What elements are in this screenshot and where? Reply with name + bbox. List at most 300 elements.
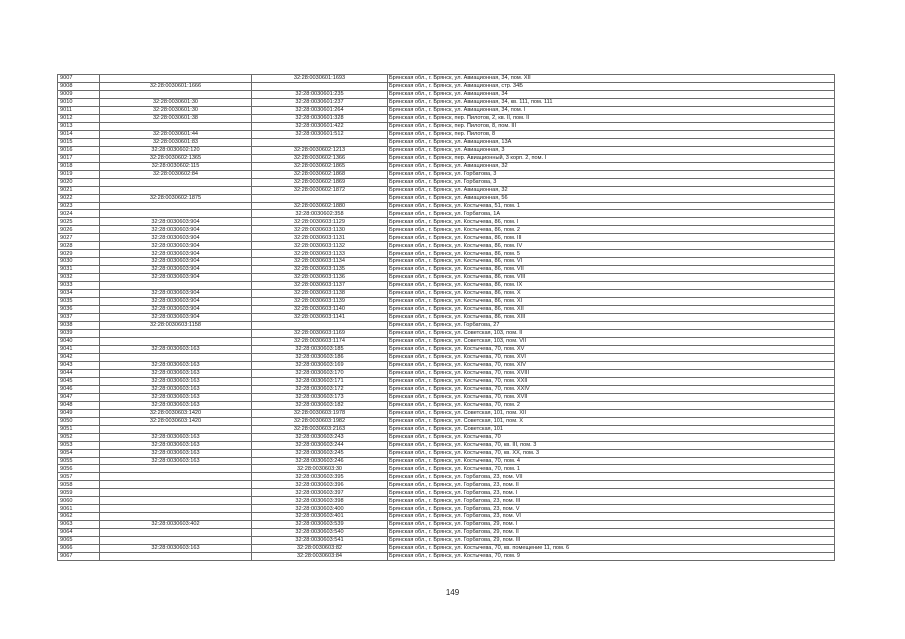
object-cadastral-number-cell: 32:28:0030601:235 — [252, 90, 388, 98]
row-number-cell: 9025 — [58, 218, 100, 226]
parcel-cadastral-number-cell — [100, 513, 252, 521]
row-number-cell: 9059 — [58, 489, 100, 497]
address-cell: Брянская обл., г. Брянск, ул. Авиационная, 32 — [388, 186, 835, 194]
address-cell: Брянская обл., г. Брянск, ул. Горбатова, 23, пом. III — [388, 497, 835, 505]
row-number-cell: 9066 — [58, 545, 100, 553]
parcel-cadastral-number-cell: 32:28:0030603:904 — [100, 250, 252, 258]
row-number-cell: 9055 — [58, 457, 100, 465]
parcel-cadastral-number-cell — [100, 353, 252, 361]
row-number-cell: 9049 — [58, 409, 100, 417]
object-cadastral-number-cell: 32:28:0030601:328 — [252, 114, 388, 122]
parcel-cadastral-number-cell: 32:28:0030603:904 — [100, 226, 252, 234]
address-cell: Брянская обл., г. Брянск, ул. Костычева, 86, пом. IX — [388, 282, 835, 290]
table-row — [58, 465, 835, 473]
address-cell: Брянская обл., г. Брянск, ул. Костычева, 86, пом. VI — [388, 258, 835, 266]
address-cell: Брянская обл., г. Брянск, ул. Горбатова, 29, пом. I — [388, 521, 835, 529]
object-cadastral-number-cell: 32:28:0030603:1132 — [252, 242, 388, 250]
parcel-cadastral-number-cell: 32:28:0030601:30 — [100, 106, 252, 114]
parcel-cadastral-number-cell — [100, 425, 252, 433]
parcel-cadastral-number-cell — [100, 537, 252, 545]
row-number-cell: 9035 — [58, 298, 100, 306]
object-cadastral-number-cell: 32:28:0030603:541 — [252, 537, 388, 545]
object-cadastral-number-cell: 32:28:0030603:84 — [252, 553, 388, 561]
object-cadastral-number-cell: 32:28:0030602:1869 — [252, 178, 388, 186]
object-cadastral-number-cell: 32:28:0030603:1129 — [252, 218, 388, 226]
address-cell: Брянская обл., г. Брянск, ул. Костычева, 70, пом. XVI — [388, 353, 835, 361]
table-row — [58, 505, 835, 513]
address-cell: Брянская обл., г. Брянск, ул. Костычева, 70, пом. XXII — [388, 377, 835, 385]
table-row — [58, 106, 835, 114]
parcel-cadastral-number-cell — [100, 505, 252, 513]
object-cadastral-number-cell: 32:28:0030603:396 — [252, 481, 388, 489]
address-cell: Брянская обл., г. Брянск, ул. Костычева, 86, пом. X — [388, 290, 835, 298]
table-body — [58, 75, 835, 561]
table-row — [58, 537, 835, 545]
table-row — [58, 242, 835, 250]
table-row — [58, 521, 835, 529]
row-number-cell: 9042 — [58, 353, 100, 361]
parcel-cadastral-number-cell — [100, 529, 252, 537]
object-cadastral-number-cell: 32:28:0030602:1865 — [252, 162, 388, 170]
parcel-cadastral-number-cell: 32:28:0030603:904 — [100, 274, 252, 282]
object-cadastral-number-cell: 32:28:0030603:1138 — [252, 290, 388, 298]
parcel-cadastral-number-cell: 32:28:0030601:83 — [100, 138, 252, 146]
address-cell: Брянская обл., г. Брянск, ул. Костычева, 70 — [388, 433, 835, 441]
row-number-cell: 9052 — [58, 433, 100, 441]
table-row — [58, 234, 835, 242]
address-cell: Брянская обл., г. Брянск, ул. Костычева, 86, пом. I — [388, 218, 835, 226]
parcel-cadastral-number-cell — [100, 178, 252, 186]
object-cadastral-number-cell: 32:28:0030603:1140 — [252, 306, 388, 314]
parcel-cadastral-number-cell — [100, 553, 252, 561]
table-row — [58, 369, 835, 377]
address-cell: Брянская обл., г. Брянск, ул. Костычева, 70, пом. XVII — [388, 393, 835, 401]
table-row — [58, 266, 835, 274]
address-cell: Брянская обл., г. Брянск, ул. Советская, 101 — [388, 425, 835, 433]
parcel-cadastral-number-cell: 32:28:0030603:904 — [100, 290, 252, 298]
object-cadastral-number-cell: 32:28:0030603:173 — [252, 393, 388, 401]
table-row — [58, 210, 835, 218]
object-cadastral-number-cell: 32:28:0030603:401 — [252, 513, 388, 521]
row-number-cell: 9060 — [58, 497, 100, 505]
row-number-cell: 9018 — [58, 162, 100, 170]
parcel-cadastral-number-cell — [100, 330, 252, 338]
address-cell: Брянская обл., г. Брянск, ул. Горбатова, 29, пом. II — [388, 529, 835, 537]
parcel-cadastral-number-cell: 32:28:0030603:904 — [100, 242, 252, 250]
parcel-cadastral-number-cell — [100, 122, 252, 130]
table-row — [58, 194, 835, 202]
object-cadastral-number-cell: 32:28:0030602:358 — [252, 210, 388, 218]
table-row — [58, 258, 835, 266]
object-cadastral-number-cell: 32:28:0030603:1139 — [252, 298, 388, 306]
table-row — [58, 417, 835, 425]
address-cell: Брянская обл., г. Брянск, ул. Советская, 101, пом. X — [388, 417, 835, 425]
object-cadastral-number-cell: 32:28:0030603:395 — [252, 473, 388, 481]
table-row — [58, 322, 835, 330]
address-cell: Брянская обл., г. Брянск, ул. Костычева, 70, пом. XVIII — [388, 369, 835, 377]
object-cadastral-number-cell: 32:28:0030602:1366 — [252, 154, 388, 162]
object-cadastral-number-cell: 32:28:0030603:1134 — [252, 258, 388, 266]
object-cadastral-number-cell: 32:28:0030603:400 — [252, 505, 388, 513]
address-cell: Брянская обл., г. Брянск, ул. Костычева, 70, кв. III, пом. 3 — [388, 441, 835, 449]
parcel-cadastral-number-cell — [100, 473, 252, 481]
parcel-cadastral-number-cell: 32:28:0030603:163 — [100, 401, 252, 409]
address-cell: Брянская обл., г. Брянск, ул. Авиационная, 13А — [388, 138, 835, 146]
parcel-cadastral-number-cell: 32:28:0030603:163 — [100, 385, 252, 393]
parcel-cadastral-number-cell: 32:28:0030603:1158 — [100, 322, 252, 330]
row-number-cell: 9022 — [58, 194, 100, 202]
row-number-cell: 9057 — [58, 473, 100, 481]
address-cell: Брянская обл., г. Брянск, ул. Костычева, 86, пом. XIII — [388, 314, 835, 322]
table-row — [58, 114, 835, 122]
row-number-cell: 9023 — [58, 202, 100, 210]
table-row — [58, 425, 835, 433]
parcel-cadastral-number-cell: 32:28:0030601:1666 — [100, 82, 252, 90]
parcel-cadastral-number-cell: 32:28:0030603:904 — [100, 234, 252, 242]
parcel-cadastral-number-cell — [100, 489, 252, 497]
object-cadastral-number-cell: 32:28:0030602:1880 — [252, 202, 388, 210]
parcel-cadastral-number-cell: 32:28:0030603:163 — [100, 361, 252, 369]
table-row — [58, 337, 835, 345]
table-row — [58, 154, 835, 162]
table-row — [58, 553, 835, 561]
object-cadastral-number-cell — [252, 82, 388, 90]
object-cadastral-number-cell: 32:28:0030601:237 — [252, 98, 388, 106]
object-cadastral-number-cell — [252, 194, 388, 202]
row-number-cell: 9013 — [58, 122, 100, 130]
object-cadastral-number-cell: 32:28:0030602:1868 — [252, 170, 388, 178]
table-row — [58, 186, 835, 194]
table-row — [58, 409, 835, 417]
row-number-cell: 9031 — [58, 266, 100, 274]
object-cadastral-number-cell: 32:28:0030603:171 — [252, 377, 388, 385]
row-number-cell: 9011 — [58, 106, 100, 114]
object-cadastral-number-cell: 32:28:0030601:422 — [252, 122, 388, 130]
parcel-cadastral-number-cell: 32:28:0030603:163 — [100, 369, 252, 377]
table-row — [58, 353, 835, 361]
row-number-cell: 9051 — [58, 425, 100, 433]
row-number-cell: 9027 — [58, 234, 100, 242]
object-cadastral-number-cell: 32:28:0030601:264 — [252, 106, 388, 114]
row-number-cell: 9016 — [58, 146, 100, 154]
parcel-cadastral-number-cell: 32:28:0030602:84 — [100, 170, 252, 178]
parcel-cadastral-number-cell: 32:28:0030603:163 — [100, 441, 252, 449]
table-row — [58, 529, 835, 537]
object-cadastral-number-cell: 32:28:0030603:1133 — [252, 250, 388, 258]
parcel-cadastral-number-cell: 32:28:0030603:163 — [100, 433, 252, 441]
address-cell: Брянская обл., г. Брянск, ул. Авиационная, 34, пом. I — [388, 106, 835, 114]
address-cell: Брянская обл., г. Брянск, ул. Костычева, 86, пом. 5 — [388, 250, 835, 258]
row-number-cell: 9012 — [58, 114, 100, 122]
table-row — [58, 298, 835, 306]
row-number-cell: 9034 — [58, 290, 100, 298]
row-number-cell: 9044 — [58, 369, 100, 377]
address-cell: Брянская обл., г. Брянск, ул. Авиационная, 34 — [388, 90, 835, 98]
table-row — [58, 489, 835, 497]
object-cadastral-number-cell: 32:28:0030603:169 — [252, 361, 388, 369]
row-number-cell: 9008 — [58, 82, 100, 90]
object-cadastral-number-cell: 32:28:0030603:1135 — [252, 266, 388, 274]
address-cell: Брянская обл., г. Брянск, ул. Костычева, 70, кв. помещение 11, пом. 6 — [388, 545, 835, 553]
address-cell: Брянская обл., г. Брянск, ул. Костычева, 70, пом. 4 — [388, 457, 835, 465]
table-row — [58, 138, 835, 146]
address-cell: Брянская обл., г. Брянск, ул. Горбатова, 23, пом. I — [388, 489, 835, 497]
parcel-cadastral-number-cell: 32:28:0030603:904 — [100, 298, 252, 306]
row-number-cell: 9050 — [58, 417, 100, 425]
address-cell: Брянская обл., г. Брянск, пер. Пилотов, 2, кв. II, пом. II — [388, 114, 835, 122]
object-cadastral-number-cell: 32:28:0030602:1872 — [252, 186, 388, 194]
address-cell: Брянская обл., г. Брянск, пер. Пилотов, 8 — [388, 130, 835, 138]
parcel-cadastral-number-cell: 32:28:0030603:163 — [100, 377, 252, 385]
address-cell: Брянская обл., г. Брянск, ул. Горбатова, 23, пом. V — [388, 505, 835, 513]
address-cell: Брянская обл., г. Брянск, ул. Горбатова, 23, пом. II — [388, 481, 835, 489]
address-cell: Брянская обл., г. Брянск, ул. Костычева, 70, пом. 2 — [388, 401, 835, 409]
address-cell: Брянская обл., г. Брянск, ул. Авиационная, стр. 34Б — [388, 82, 835, 90]
table-row — [58, 75, 835, 83]
parcel-cadastral-number-cell: 32:28:0030603:163 — [100, 393, 252, 401]
object-cadastral-number-cell: 32:28:0030603:172 — [252, 385, 388, 393]
parcel-cadastral-number-cell: 32:28:0030603:904 — [100, 314, 252, 322]
row-number-cell: 9007 — [58, 75, 100, 83]
address-cell: Брянская обл., г. Брянск, ул. Горбатова, 23, пом. VII — [388, 473, 835, 481]
parcel-cadastral-number-cell: 32:28:0030601:30 — [100, 98, 252, 106]
parcel-cadastral-number-cell: 32:28:0030603:402 — [100, 521, 252, 529]
table-row — [58, 545, 835, 553]
table-row — [58, 433, 835, 441]
address-cell: Брянская обл., г. Брянск, ул. Костычева, 70, пом. XV — [388, 345, 835, 353]
object-cadastral-number-cell: 32:28:0030603:540 — [252, 529, 388, 537]
object-cadastral-number-cell: 32:28:0030603:30 — [252, 465, 388, 473]
table-row — [58, 401, 835, 409]
row-number-cell: 9032 — [58, 274, 100, 282]
page-number: 149 — [445, 588, 460, 597]
address-cell: Брянская обл., г. Брянск, ул. Советская, 103, пом. VII — [388, 337, 835, 345]
row-number-cell: 9033 — [58, 282, 100, 290]
table-row — [58, 170, 835, 178]
row-number-cell: 9019 — [58, 170, 100, 178]
row-number-cell: 9041 — [58, 345, 100, 353]
row-number-cell: 9058 — [58, 481, 100, 489]
parcel-cadastral-number-cell — [100, 75, 252, 83]
object-cadastral-number-cell: 32:28:0030603:1169 — [252, 330, 388, 338]
parcel-cadastral-number-cell — [100, 481, 252, 489]
table-row — [58, 345, 835, 353]
object-cadastral-number-cell: 32:28:0030603:246 — [252, 457, 388, 465]
object-cadastral-number-cell: 32:28:0030603:244 — [252, 441, 388, 449]
object-cadastral-number-cell: 32:28:0030603:1978 — [252, 409, 388, 417]
row-number-cell: 9014 — [58, 130, 100, 138]
table-row — [58, 385, 835, 393]
object-cadastral-number-cell: 32:28:0030601:512 — [252, 130, 388, 138]
row-number-cell: 9037 — [58, 314, 100, 322]
object-cadastral-number-cell: 32:28:0030602:1213 — [252, 146, 388, 154]
parcel-cadastral-number-cell: 32:28:0030603:904 — [100, 266, 252, 274]
address-cell: Брянская обл., г. Брянск, ул. Горбатова, 23, пом. VI — [388, 513, 835, 521]
address-cell: Брянская обл., г. Брянск, ул. Костычева, 86, пом. III — [388, 234, 835, 242]
table-row — [58, 314, 835, 322]
address-cell: Брянская обл., г. Брянск, ул. Горбатова, 27 — [388, 322, 835, 330]
address-cell: Брянская обл., г. Брянск, ул. Авиационная, 34, кв. 111, пом. 111 — [388, 98, 835, 106]
table-row — [58, 449, 835, 457]
address-cell: Брянская обл., г. Брянск, ул. Костычева, 70, кв. XX, пом. 3 — [388, 449, 835, 457]
row-number-cell: 9061 — [58, 505, 100, 513]
parcel-cadastral-number-cell: 32:28:0030603:163 — [100, 345, 252, 353]
object-cadastral-number-cell — [252, 138, 388, 146]
object-cadastral-number-cell: 32:28:0030603:245 — [252, 449, 388, 457]
row-number-cell: 9062 — [58, 513, 100, 521]
address-cell: Брянская обл., г. Брянск, ул. Костычева, 86, пом. IV — [388, 242, 835, 250]
address-cell: Брянская обл., г. Брянск, ул. Костычева, 86, пом. XII — [388, 306, 835, 314]
address-cell: Брянская обл., г. Брянск, ул. Авиационная, 34, пом. XII — [388, 75, 835, 83]
address-cell: Брянская обл., г. Брянск, ул. Костычева, 86, пом. 2 — [388, 226, 835, 234]
table-row — [58, 306, 835, 314]
object-cadastral-number-cell: 32:28:0030603:539 — [252, 521, 388, 529]
table-row — [58, 82, 835, 90]
parcel-cadastral-number-cell — [100, 210, 252, 218]
registry-table — [57, 74, 835, 561]
address-cell: Брянская обл., г. Брянск, ул. Горбатова, 3 — [388, 170, 835, 178]
parcel-cadastral-number-cell — [100, 90, 252, 98]
table-row — [58, 90, 835, 98]
object-cadastral-number-cell: 32:28:0030603:82 — [252, 545, 388, 553]
table-row — [58, 473, 835, 481]
object-cadastral-number-cell: 32:28:0030603:1174 — [252, 337, 388, 345]
table-row — [58, 202, 835, 210]
row-number-cell: 9015 — [58, 138, 100, 146]
address-cell: Брянская обл., г. Брянск, ул. Костычева, 70, пом. 1 — [388, 465, 835, 473]
parcel-cadastral-number-cell: 32:28:0030602:1875 — [100, 194, 252, 202]
address-cell: Брянская обл., г. Брянск, ул. Костычева, 86, пом. VII — [388, 266, 835, 274]
address-cell: Брянская обл., г. Брянск, ул. Советская, 103, пом. II — [388, 330, 835, 338]
address-cell: Брянская обл., г. Брянск, ул. Горбатова, 3 — [388, 178, 835, 186]
parcel-cadastral-number-cell — [100, 282, 252, 290]
parcel-cadastral-number-cell: 32:28:0030602:1365 — [100, 154, 252, 162]
row-number-cell: 9054 — [58, 449, 100, 457]
row-number-cell: 9030 — [58, 258, 100, 266]
parcel-cadastral-number-cell — [100, 465, 252, 473]
parcel-cadastral-number-cell: 32:28:0030603:904 — [100, 258, 252, 266]
table-row — [58, 178, 835, 186]
table-row — [58, 330, 835, 338]
address-cell: Брянская обл., г. Брянск, пер. Авиационный, 3 корп. 2, пом. I — [388, 154, 835, 162]
address-cell: Брянская обл., г. Брянск, ул. Костычева, 70, пом. 9 — [388, 553, 835, 561]
address-cell: Брянская обл., г. Брянск, ул. Советская, 101, пом. XII — [388, 409, 835, 417]
parcel-cadastral-number-cell — [100, 202, 252, 210]
object-cadastral-number-cell: 32:28:0030603:185 — [252, 345, 388, 353]
row-number-cell: 9010 — [58, 98, 100, 106]
parcel-cadastral-number-cell — [100, 186, 252, 194]
row-number-cell: 9063 — [58, 521, 100, 529]
object-cadastral-number-cell: 32:28:0030603:1141 — [252, 314, 388, 322]
object-cadastral-number-cell: 32:28:0030603:398 — [252, 497, 388, 505]
parcel-cadastral-number-cell: 32:28:0030602:120 — [100, 146, 252, 154]
parcel-cadastral-number-cell: 32:28:0030603:904 — [100, 306, 252, 314]
table-row — [58, 122, 835, 130]
address-cell: Брянская обл., г. Брянск, ул. Костычева, 70, пом. XXIV — [388, 385, 835, 393]
object-cadastral-number-cell: 32:28:0030603:2163 — [252, 425, 388, 433]
row-number-cell: 9026 — [58, 226, 100, 234]
parcel-cadastral-number-cell: 32:28:0030601:38 — [100, 114, 252, 122]
table-row — [58, 250, 835, 258]
address-cell: Брянская обл., г. Брянск, ул. Горбатова, 1А — [388, 210, 835, 218]
parcel-cadastral-number-cell — [100, 497, 252, 505]
row-number-cell: 9065 — [58, 537, 100, 545]
object-cadastral-number-cell: 32:28:0030603:182 — [252, 401, 388, 409]
table-row — [58, 377, 835, 385]
table-row — [58, 98, 835, 106]
address-cell: Брянская обл., г. Брянск, ул. Авиационная, 3 — [388, 146, 835, 154]
table-row — [58, 481, 835, 489]
table-row — [58, 282, 835, 290]
table-row — [58, 497, 835, 505]
table-row — [58, 274, 835, 282]
address-cell: Брянская обл., г. Брянск, ул. Авиационная, 56 — [388, 194, 835, 202]
row-number-cell: 9067 — [58, 553, 100, 561]
row-number-cell: 9009 — [58, 90, 100, 98]
row-number-cell: 9029 — [58, 250, 100, 258]
table-row — [58, 290, 835, 298]
table-row — [58, 162, 835, 170]
parcel-cadastral-number-cell: 32:28:0030603:163 — [100, 545, 252, 553]
address-cell: Брянская обл., г. Брянск, ул. Горбатова, 29, пом. III — [388, 537, 835, 545]
object-cadastral-number-cell: 32:28:0030603:1136 — [252, 274, 388, 282]
row-number-cell: 9017 — [58, 154, 100, 162]
row-number-cell: 9046 — [58, 385, 100, 393]
row-number-cell: 9039 — [58, 330, 100, 338]
table-row — [58, 393, 835, 401]
object-cadastral-number-cell: 32:28:0030603:243 — [252, 433, 388, 441]
row-number-cell: 9036 — [58, 306, 100, 314]
row-number-cell: 9064 — [58, 529, 100, 537]
row-number-cell: 9038 — [58, 322, 100, 330]
parcel-cadastral-number-cell: 32:28:0030603:904 — [100, 218, 252, 226]
row-number-cell: 9056 — [58, 465, 100, 473]
row-number-cell: 9024 — [58, 210, 100, 218]
parcel-cadastral-number-cell: 32:28:0030602:115 — [100, 162, 252, 170]
parcel-cadastral-number-cell — [100, 337, 252, 345]
address-cell: Брянская обл., г. Брянск, ул. Костычева, 86, пом. VIII — [388, 274, 835, 282]
table-row — [58, 361, 835, 369]
table-row — [58, 130, 835, 138]
object-cadastral-number-cell: 32:28:0030603:1131 — [252, 234, 388, 242]
row-number-cell: 9020 — [58, 178, 100, 186]
row-number-cell: 9053 — [58, 441, 100, 449]
object-cadastral-number-cell: 32:28:0030603:1982 — [252, 417, 388, 425]
address-cell: Брянская обл., г. Брянск, пер. Пилотов, 8, пом. III — [388, 122, 835, 130]
row-number-cell: 9048 — [58, 401, 100, 409]
object-cadastral-number-cell: 32:28:0030603:186 — [252, 353, 388, 361]
row-number-cell: 9043 — [58, 361, 100, 369]
parcel-cadastral-number-cell: 32:28:0030601:44 — [100, 130, 252, 138]
parcel-cadastral-number-cell: 32:28:0030603:163 — [100, 449, 252, 457]
table-row — [58, 218, 835, 226]
object-cadastral-number-cell — [252, 322, 388, 330]
address-cell: Брянская обл., г. Брянск, ул. Авиационная, 32 — [388, 162, 835, 170]
table-row — [58, 441, 835, 449]
object-cadastral-number-cell: 32:28:0030603:1130 — [252, 226, 388, 234]
table-row — [58, 457, 835, 465]
object-cadastral-number-cell: 32:28:0030603:397 — [252, 489, 388, 497]
object-cadastral-number-cell: 32:28:0030603:170 — [252, 369, 388, 377]
address-cell: Брянская обл., г. Брянск, ул. Костычева, 70, пом. XIV — [388, 361, 835, 369]
parcel-cadastral-number-cell: 32:28:0030603:1420 — [100, 409, 252, 417]
object-cadastral-number-cell: 32:28:0030601:1693 — [252, 75, 388, 83]
table-row — [58, 146, 835, 154]
row-number-cell: 9021 — [58, 186, 100, 194]
table-row — [58, 513, 835, 521]
parcel-cadastral-number-cell: 32:28:0030603:163 — [100, 457, 252, 465]
row-number-cell: 9040 — [58, 337, 100, 345]
